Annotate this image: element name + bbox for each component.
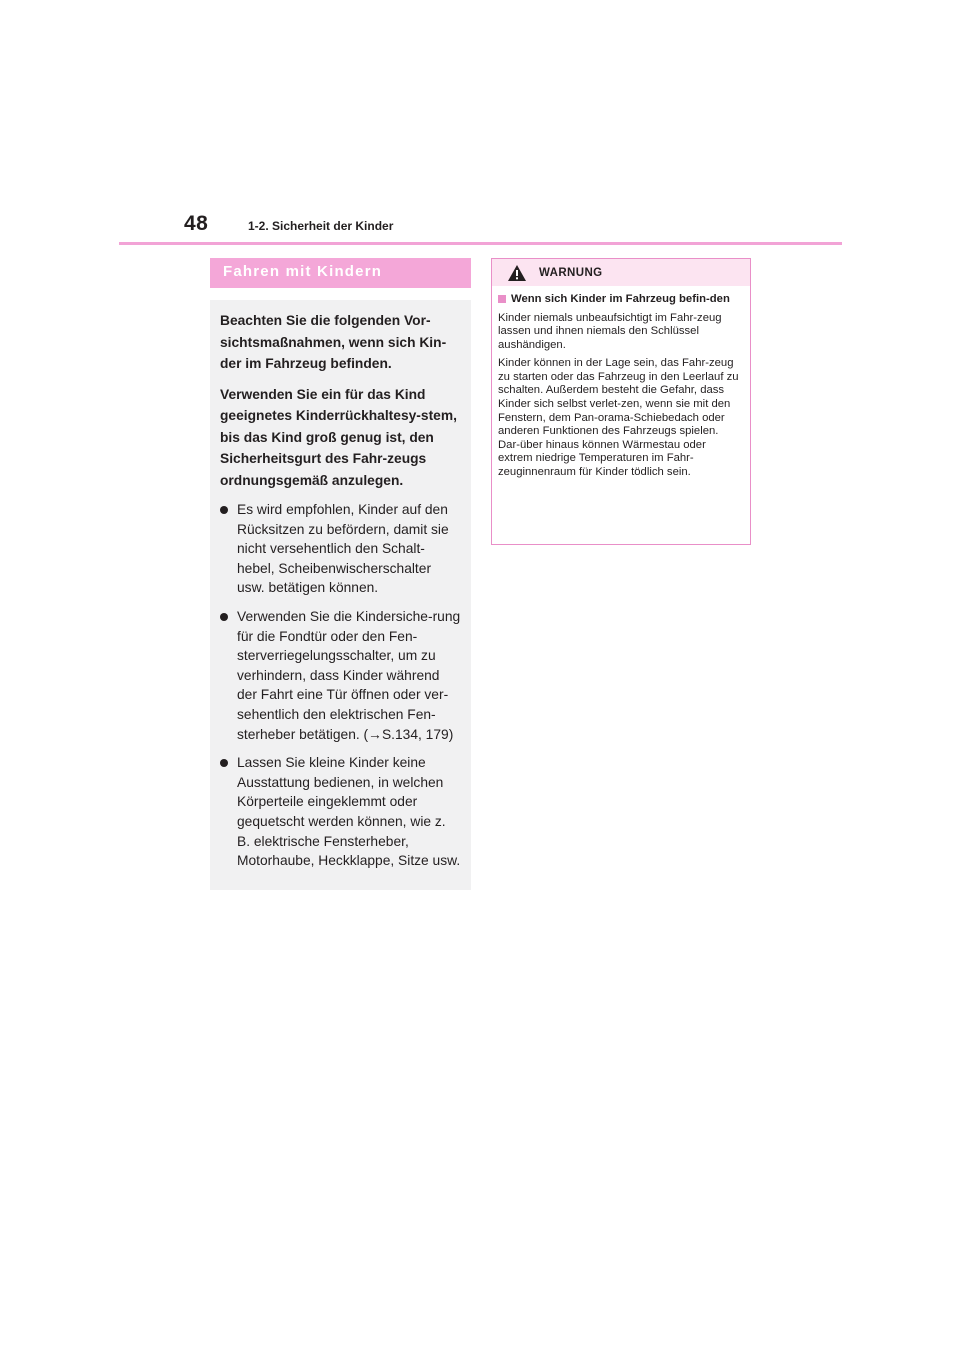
warning-paragraph: Kinder können in der Lage sein, das Fahr-zeug zu starten oder das Fahrzeug in den Leerlauf zu schalten. Außerdem besteht die Gefahr, dass Kinder sich selbst verlet-zen, wenn sie mit den Fenstern, dem Pan-orama-Schiebedach oder anderen Funktionen des Fahrzeugs spielen. Dar-über hinaus können Wärmestau oder extrem niedrige Temperaturen im Fahr-zeuginnenraum für Kinder tödlich sein. [498, 357, 739, 479]
lead-paragraph: Beachten Sie die folgenden Vor-sichtsmaßnahmen, wenn sich Kin-der im Fahrzeug befinden. [220, 313, 447, 371]
warning-box [491, 258, 751, 545]
topic-panel [210, 300, 471, 890]
warning-header [492, 259, 750, 286]
square-bullet-icon [498, 293, 511, 303]
bullet-item [220, 607, 461, 744]
warning-label: WARNUNG [539, 266, 603, 279]
bullet-text: Verwenden Sie die Kindersiche-rung für die Fondtür oder den Fen-sterverriegelungsschalter, um zu verhindern, dass Kinder während der Fahrt eine Tür öffnen oder ver-sehentlich den elektrischen Fen-sterheber betätigen. (→S.134, 179) [237, 608, 461, 742]
bullet-text: Lassen Sie kleine Kinder keine Ausstattung bedienen, in welchen Körperteile eingeklemmt oder gequetscht werden können, wie z. B. elektrische Fensterheber, Motorhaube, Heckklappe, Sitze usw. [237, 755, 461, 869]
warning-subheading-text: Wenn sich Kinder im Fahrzeug befin-den [511, 293, 730, 305]
bullet-dot-icon [220, 753, 237, 767]
topic-column [210, 258, 471, 890]
header-divider [119, 242, 842, 245]
warning-paragraph: Kinder niemals unbeaufsichtigt im Fahr-zeug lassen und ihnen niemals den Schlüssel aushändigen. [498, 311, 722, 351]
topic-heading: Fahren mit Kindern [210, 258, 471, 288]
lead-paragraph: Verwenden Sie ein für das Kind geeignetes Kinderrückhaltesy-stem, bis das Kind groß genug ist, den Sicherheitsgurt des Fahr-zeugs ordnungsgemäß anzulegen. [220, 386, 457, 488]
page-number: 48 [184, 212, 209, 235]
section-title: 1-2. Sicherheit der Kinder [248, 219, 394, 233]
bullet-item [220, 500, 461, 598]
bullet-text: Es wird empfohlen, Kinder auf den Rücksitzen zu befördern, damit sie nicht versehentlich den Schalt-hebel, Scheibenwischerschalter usw. betätigen können. [237, 502, 449, 596]
bullet-dot-icon [220, 607, 237, 621]
warning-triangle-icon [507, 264, 527, 282]
warning-body [492, 286, 750, 480]
bullet-item [220, 753, 461, 871]
bullet-dot-icon [220, 500, 237, 514]
warning-subheading [498, 293, 741, 307]
